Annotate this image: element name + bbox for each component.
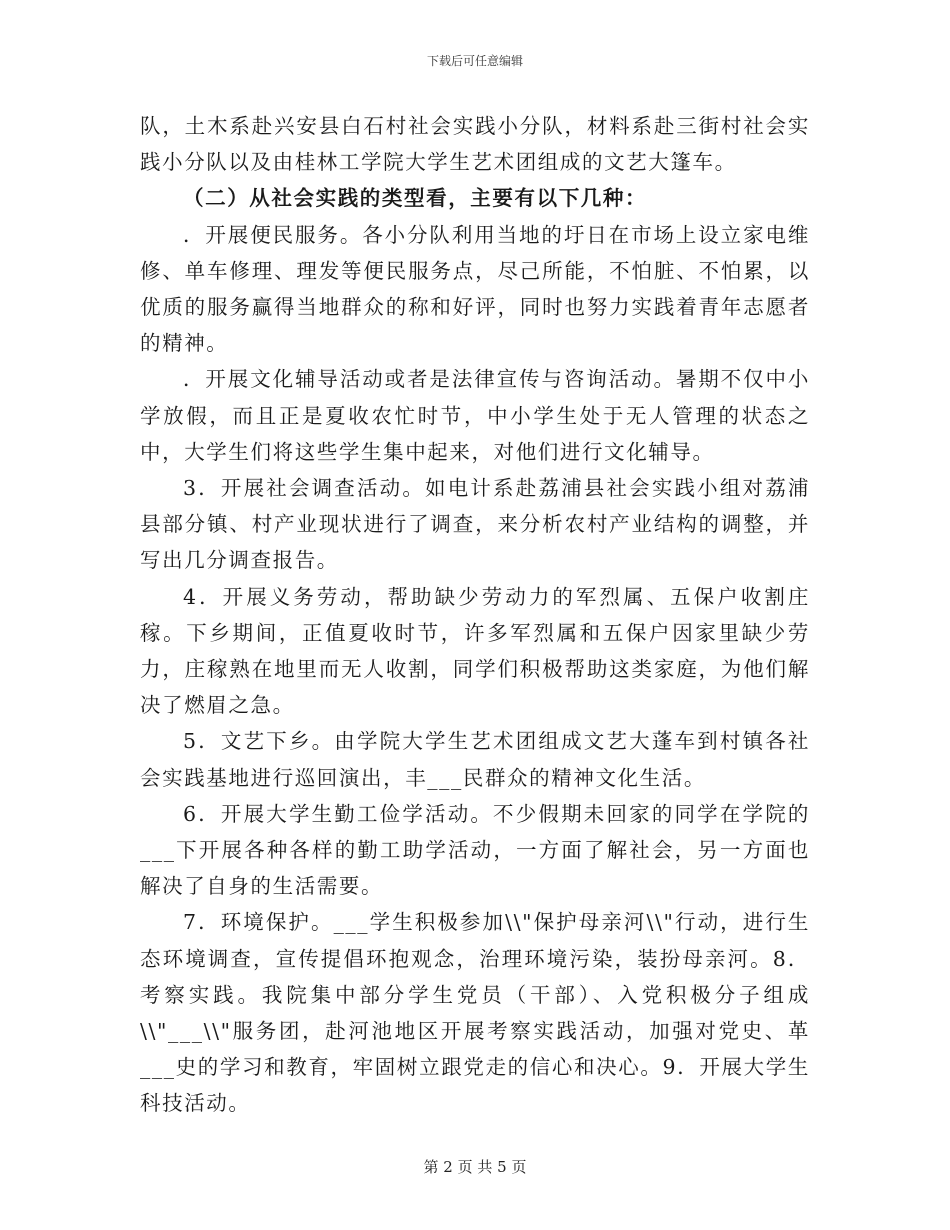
document-body (140, 108, 810, 1122)
paragraph-item: 4．开展义务劳动，帮助缺少劳动力的军烈属、五保户收割庄稼。下乡期间，正值夏收时节，许多军烈属和五保户因家里缺少劳力，庄稼熟在地里而无人收割，同学们积极帮助这类家庭，为他们解决了燃眉之急。 (140, 584, 810, 718)
paragraph-item: 7．环境保护。___学生积极参加\\"保护母亲河\\"行动，进行生态环境调查，宣传提倡环抱观念，治理环境污染，装扮母亲河。8．考察实践。我院集中部分学生党员（干部）、入党积极分子组成\\"___\\"服务团，赴河池地区开展考察实践活动，加强对党史、革___史的学习和教育，牢固树立跟党走的信心和决心。9．开展大学生科技活动。 (140, 910, 810, 1116)
paragraph-item: 6．开展大学生勤工俭学活动。不少假期未回家的同学在学院的___下开展各种各样的勤工助学活动，一方面了解社会，另一方面也解决了自身的生活需要。 (140, 801, 810, 899)
paragraph-item: ．开展便民服务。各小分队利用当地的圩日在市场上设立家电维修、单车修理、理发等便民服务点，尽己所能，不怕脏、不怕累，以优质的服务赢得当地群众的称和好评，同时也努力实践着青年志愿者的精神。 (140, 222, 810, 356)
paragraph-continuation: 队，土木系赴兴安县白石村社会实践小分队，材料系赴三街村社会实践小分队以及由桂林工学院大学生艺术团组成的文艺大篷车。 (140, 114, 810, 175)
page-number: 第 2 页 共 5 页 (423, 1158, 527, 1176)
paragraph-item: 5．文艺下乡。由学院大学生艺术团组成文艺大蓬车到村镇各社会实践基地进行巡回演出，丰___民群众的精神文化生活。 (140, 729, 810, 790)
paragraph-item: 3．开展社会调查活动。如电计系赴荔浦县社会实践小组对荔浦县部分镇、村产业现状进行了调查，来分析农村产业结构的调整，并写出几分调查报告。 (140, 476, 810, 573)
paragraph-item: ．开展文化辅导活动或者是法律宣传与咨询活动。暑期不仅中小学放假，而且正是夏收农忙时节，中小学生处于无人管理的状态之中，大学生们将这些学生集中起来，对他们进行文化辅导。 (140, 367, 810, 464)
section-heading: （二）从社会实践的类型看，主要有以下几种： (183, 186, 648, 211)
page-header: 下载后可任意编辑 (426, 54, 523, 68)
